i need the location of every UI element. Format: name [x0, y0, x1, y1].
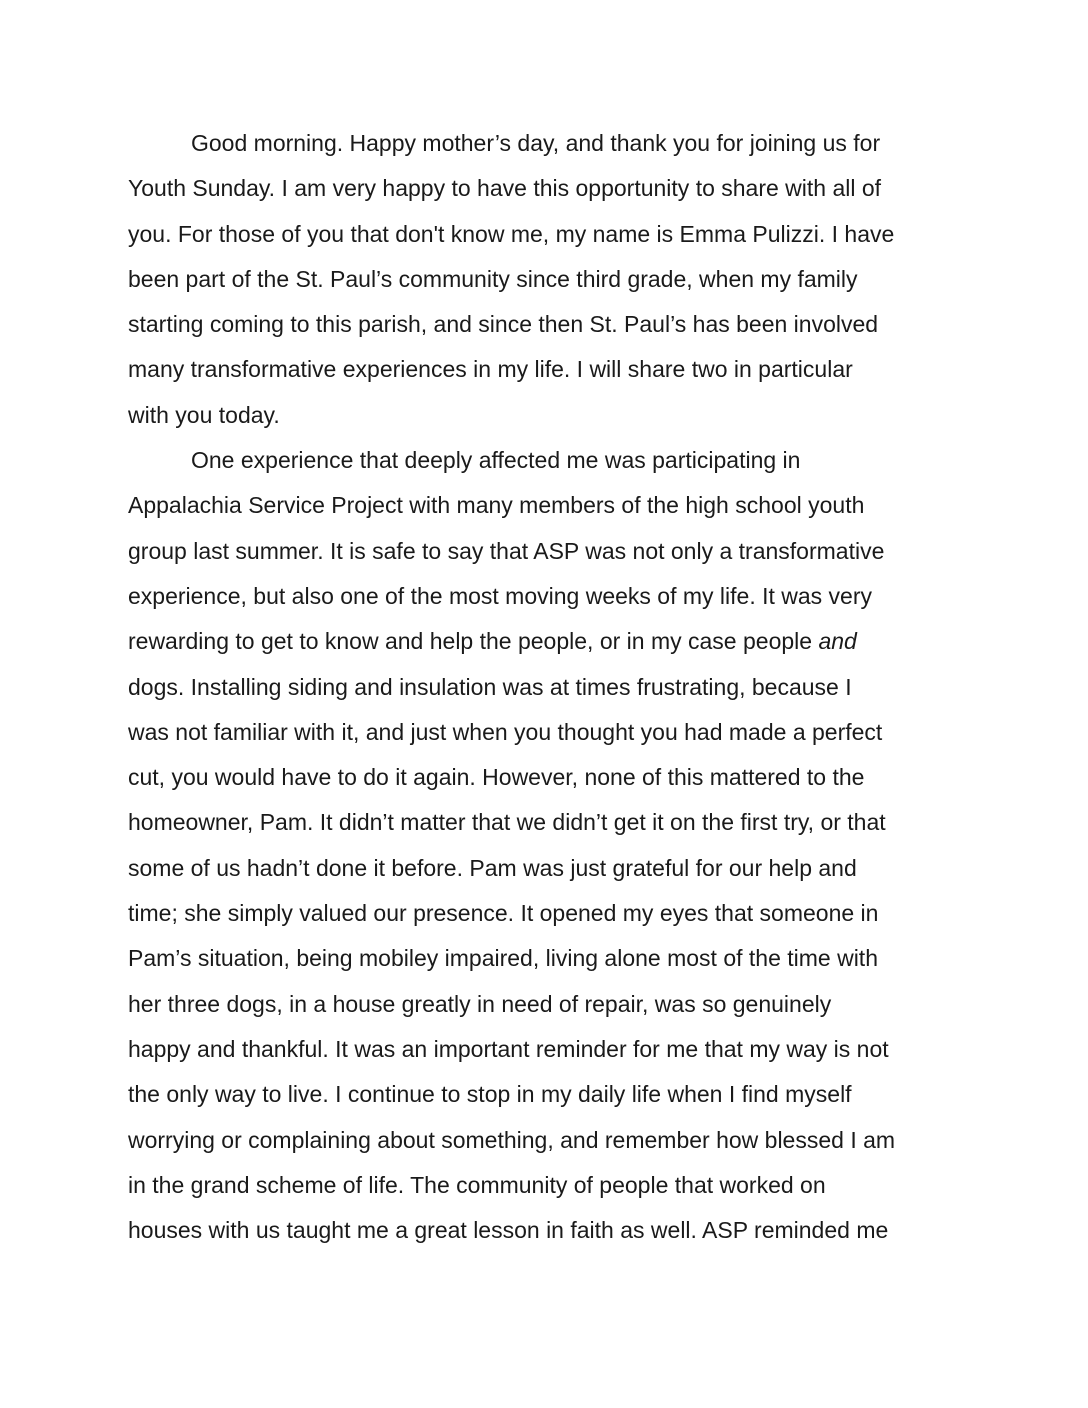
- text-line-with-emphasis: [128, 619, 968, 664]
- text-line: the only way to live. I continue to stop in my daily life when I find myself: [128, 1081, 852, 1108]
- text-line: houses with us taught me a great lesson in faith as well. ASP reminded me: [128, 1217, 889, 1244]
- text-line: with you today.: [128, 401, 280, 428]
- text-line: you. For those of you that don't know me, my name is Emma Pulizzi. I have: [128, 220, 895, 247]
- text-line: dogs. Installing siding and insulation was at times frustrating, because I: [128, 673, 852, 700]
- text-line: [128, 1299, 968, 1344]
- text-line: happy and thankful. It was an important reminder for me that my way is not: [128, 1035, 889, 1062]
- text-line: been part of the St. Paul’s community since third grade, when my family: [128, 265, 858, 292]
- text-line: Pam’s situation, being mobiley impaired, living alone most of the time with: [128, 945, 878, 972]
- text-line: some of us hadn’t done it before. Pam was just grateful for our help and: [128, 854, 857, 881]
- text-line: group last summer. It is safe to say that ASP was not only a transformative: [128, 537, 885, 564]
- document-body: [128, 121, 968, 1344]
- text-line: Appalachia Service Project with many members of the high school youth: [128, 492, 865, 519]
- text-line: in the grand scheme of life. The community of people that worked on: [128, 1171, 826, 1198]
- text-line: was not familiar with it, and just when you thought you had made a perfect: [128, 718, 883, 745]
- paragraph-2: [128, 438, 968, 1344]
- text-line: Good morning. Happy mother’s day, and thank you for joining us for: [191, 130, 881, 156]
- text-line: experience, but also one of the most moving weeks of my life. It was very: [128, 582, 873, 609]
- text-line: worrying or complaining about something, and remember how blessed I am: [128, 1126, 896, 1153]
- text-line: time; she simply valued our presence. It opened my eyes that someone in: [128, 900, 879, 927]
- text-line: cut, you would have to do it again. However, none of this mattered to the: [128, 764, 865, 791]
- text-line: Youth Sunday. I am very happy to have this opportunity to share with all of: [128, 175, 882, 202]
- paragraph-1: [128, 121, 968, 438]
- text-line: her three dogs, in a house greatly in need of repair, was so genuinely: [128, 990, 832, 1017]
- text-line: starting coming to this parish, and since then St. Paul’s has been involved: [128, 311, 879, 338]
- text-line: many transformative experiences in my life. I will share two in particular: [128, 356, 853, 383]
- text-segment: rewarding to get to know and help the people, or in my case people: [128, 628, 819, 655]
- emphasized-word: and: [818, 628, 857, 655]
- text-line: One experience that deeply affected me was participating in: [191, 447, 801, 474]
- text-line: homeowner, Pam. It didn’t matter that we didn’t get it on the first try, or that: [128, 809, 886, 836]
- text-line: [128, 1253, 968, 1298]
